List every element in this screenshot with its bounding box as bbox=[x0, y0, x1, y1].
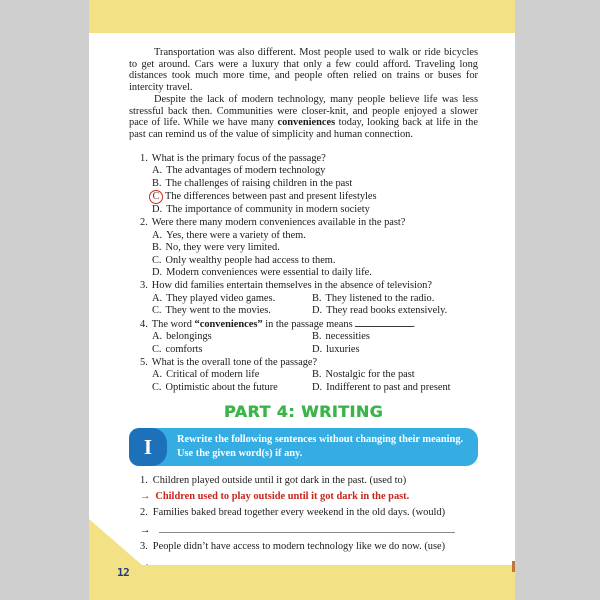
option-text: The importance of community in modern society bbox=[166, 204, 370, 216]
option-text: They went to the movies. bbox=[165, 305, 271, 317]
page-number: 12 bbox=[117, 566, 130, 579]
question-3-options-row-2 bbox=[129, 305, 478, 318]
option-text: luxuries bbox=[326, 343, 360, 355]
question-5-options-row-1 bbox=[129, 369, 478, 382]
answer-text: Children used to play outside until it got dark in the past. bbox=[155, 490, 410, 502]
question-3-option-c bbox=[152, 305, 312, 318]
writing-item-1-answer bbox=[129, 491, 478, 504]
option-text: The differences between past and present lifestyles bbox=[165, 191, 377, 203]
option-text: They listened to the radio. bbox=[325, 292, 435, 304]
question-4-options-row-2 bbox=[129, 344, 478, 357]
question-text: The word bbox=[151, 318, 195, 330]
instruction-box bbox=[129, 428, 478, 466]
item-number: 2. bbox=[140, 506, 148, 518]
option-text: Critical of modern life bbox=[166, 369, 260, 381]
option-label: C. bbox=[152, 343, 162, 355]
question-number: 5. bbox=[140, 356, 148, 368]
question-text: What is the primary focus of the passage? bbox=[151, 152, 326, 164]
question-4-option-c bbox=[152, 344, 312, 357]
question-3-option-b bbox=[312, 293, 478, 306]
question-5 bbox=[129, 357, 478, 370]
option-label: A. bbox=[152, 229, 163, 241]
writing-exercises bbox=[129, 475, 478, 572]
option-label: C. bbox=[152, 381, 162, 393]
question-3-option-d bbox=[312, 305, 478, 318]
question-1-option-c bbox=[129, 190, 478, 204]
item-number: 1. bbox=[140, 475, 148, 487]
option-label: D. bbox=[312, 381, 323, 393]
question-3-options-row-1 bbox=[129, 293, 478, 306]
reading-comprehension-questions bbox=[129, 153, 478, 395]
writing-item-3 bbox=[129, 541, 478, 554]
option-text: Nostalgic for the past bbox=[325, 369, 415, 381]
fill-in-blank bbox=[355, 318, 413, 327]
option-text: belongings bbox=[166, 331, 212, 343]
question-5-option-a bbox=[152, 369, 312, 382]
option-label: C. bbox=[152, 254, 162, 266]
question-4-option-d bbox=[312, 344, 478, 357]
question-4-option-b bbox=[312, 331, 478, 344]
option-label: B. bbox=[152, 242, 162, 254]
option-text: Modern conveniences were essential to daily life. bbox=[166, 267, 372, 279]
question-2-option-d bbox=[129, 267, 478, 280]
question-3-option-a bbox=[152, 293, 312, 306]
bold-keyword: “conveniences” bbox=[194, 318, 263, 330]
passage-paragraph-1 bbox=[129, 47, 478, 94]
paragraph-text: today, looking back at life in the past can remind us of the value of simplicity and human connection. bbox=[129, 117, 478, 140]
option-text: Only wealthy people had access to them. bbox=[165, 254, 336, 266]
option-label: D. bbox=[312, 343, 323, 355]
question-1-option-d bbox=[129, 204, 478, 217]
option-label: D. bbox=[152, 267, 163, 279]
option-text: comforts bbox=[165, 343, 203, 355]
option-label: B. bbox=[312, 369, 322, 381]
item-text: Children played outside until it got dark in the past. (used to) bbox=[152, 475, 407, 487]
arrow-icon: → bbox=[140, 525, 151, 537]
page-edge-orange-mark bbox=[512, 561, 515, 572]
instruction-line-2: Use the given word(s) if any. bbox=[177, 447, 303, 459]
option-label: B. bbox=[312, 292, 322, 304]
option-label: A. bbox=[152, 331, 163, 343]
question-number: 2. bbox=[140, 217, 148, 228]
question-5-option-d bbox=[312, 382, 478, 395]
option-text: Yes, there were a variety of them. bbox=[166, 229, 306, 241]
option-label: A. bbox=[152, 165, 163, 177]
question-number: 1. bbox=[140, 152, 148, 164]
question-2-option-a bbox=[129, 230, 478, 243]
answer-blank-line bbox=[159, 523, 455, 533]
page-content bbox=[129, 47, 478, 575]
question-1-option-a bbox=[129, 165, 478, 178]
option-text: Optimistic about the future bbox=[165, 381, 278, 393]
question-4-option-a bbox=[152, 331, 312, 344]
question-4 bbox=[129, 318, 478, 332]
top-decoration-band bbox=[89, 0, 515, 33]
writing-item-1 bbox=[129, 475, 478, 488]
passage-paragraph-2 bbox=[129, 94, 478, 141]
option-label: B. bbox=[312, 331, 322, 343]
question-4-options-row-1 bbox=[129, 331, 478, 344]
question-text: How did families entertain themselves in the absence of television? bbox=[151, 279, 432, 291]
part-4-writing-heading: PART 4: WRITING bbox=[223, 402, 384, 422]
question-2-option-c bbox=[129, 255, 478, 268]
instruction-line-1: Rewrite the following sentences without changing their meaning. bbox=[177, 434, 464, 446]
writing-item-2 bbox=[129, 507, 478, 520]
book-page bbox=[89, 0, 515, 600]
question-text: What is the overall tone of the passage? bbox=[151, 356, 318, 368]
question-3 bbox=[129, 280, 478, 293]
option-text: necessities bbox=[325, 331, 370, 343]
option-label: D. bbox=[312, 305, 323, 317]
question-number: 3. bbox=[140, 279, 148, 291]
option-label: C. bbox=[152, 305, 162, 317]
option-text: The challenges of raising children in the past bbox=[165, 177, 353, 189]
question-1 bbox=[129, 153, 478, 166]
option-text: They played video games. bbox=[166, 292, 276, 304]
bold-keyword: conveniences bbox=[277, 117, 336, 129]
item-text: Families baked bread together every weekend in the old days. (would) bbox=[152, 506, 446, 518]
instruction-box-roman-numeral: I bbox=[129, 428, 167, 466]
question-5-option-c bbox=[152, 382, 312, 395]
option-text: They read books extensively. bbox=[326, 305, 448, 317]
option-label: B. bbox=[152, 177, 162, 189]
option-text: The advantages of modern technology bbox=[166, 165, 326, 177]
paragraph-text: Transportation was also different. Most people used to walk or ride bicycles to get around. Cars were a luxury that only a few could afford. Traveling long distances took much more time, and people often relied on trains or buses for intercity travel. bbox=[129, 47, 478, 94]
option-text: Indifferent to past and present bbox=[326, 381, 451, 393]
question-5-option-b bbox=[312, 369, 478, 382]
question-number: 4. bbox=[140, 318, 148, 330]
question-text: Were there many modern conveniences available in the past? bbox=[151, 217, 406, 228]
item-number: 3. bbox=[140, 540, 148, 552]
selected-answer-circle: C bbox=[149, 190, 163, 204]
option-text: No, they were very limited. bbox=[165, 242, 280, 254]
question-text: in the passage means bbox=[262, 318, 353, 330]
question-5-options-row-2 bbox=[129, 382, 478, 395]
item-text: People didn’t have access to modern technology like we do now. (use) bbox=[152, 540, 446, 552]
arrow-icon: → bbox=[140, 490, 151, 502]
question-text: . bbox=[412, 318, 416, 330]
question-2-option-b bbox=[129, 242, 478, 255]
option-label: A. bbox=[152, 292, 163, 304]
option-label: A. bbox=[152, 369, 163, 381]
instruction-text bbox=[167, 428, 478, 466]
bottom-decoration-band bbox=[89, 565, 515, 600]
question-2 bbox=[129, 217, 478, 230]
question-1-option-b bbox=[129, 178, 478, 191]
paragraph-text: Despite the lack of modern technology, many people believe life was less stressful back then. Communities were closer-knit, and people enjoyed a slower pace of life. While we have many bbox=[129, 93, 478, 129]
option-label: D. bbox=[152, 204, 163, 216]
writing-item-2-answer-line bbox=[129, 523, 478, 538]
